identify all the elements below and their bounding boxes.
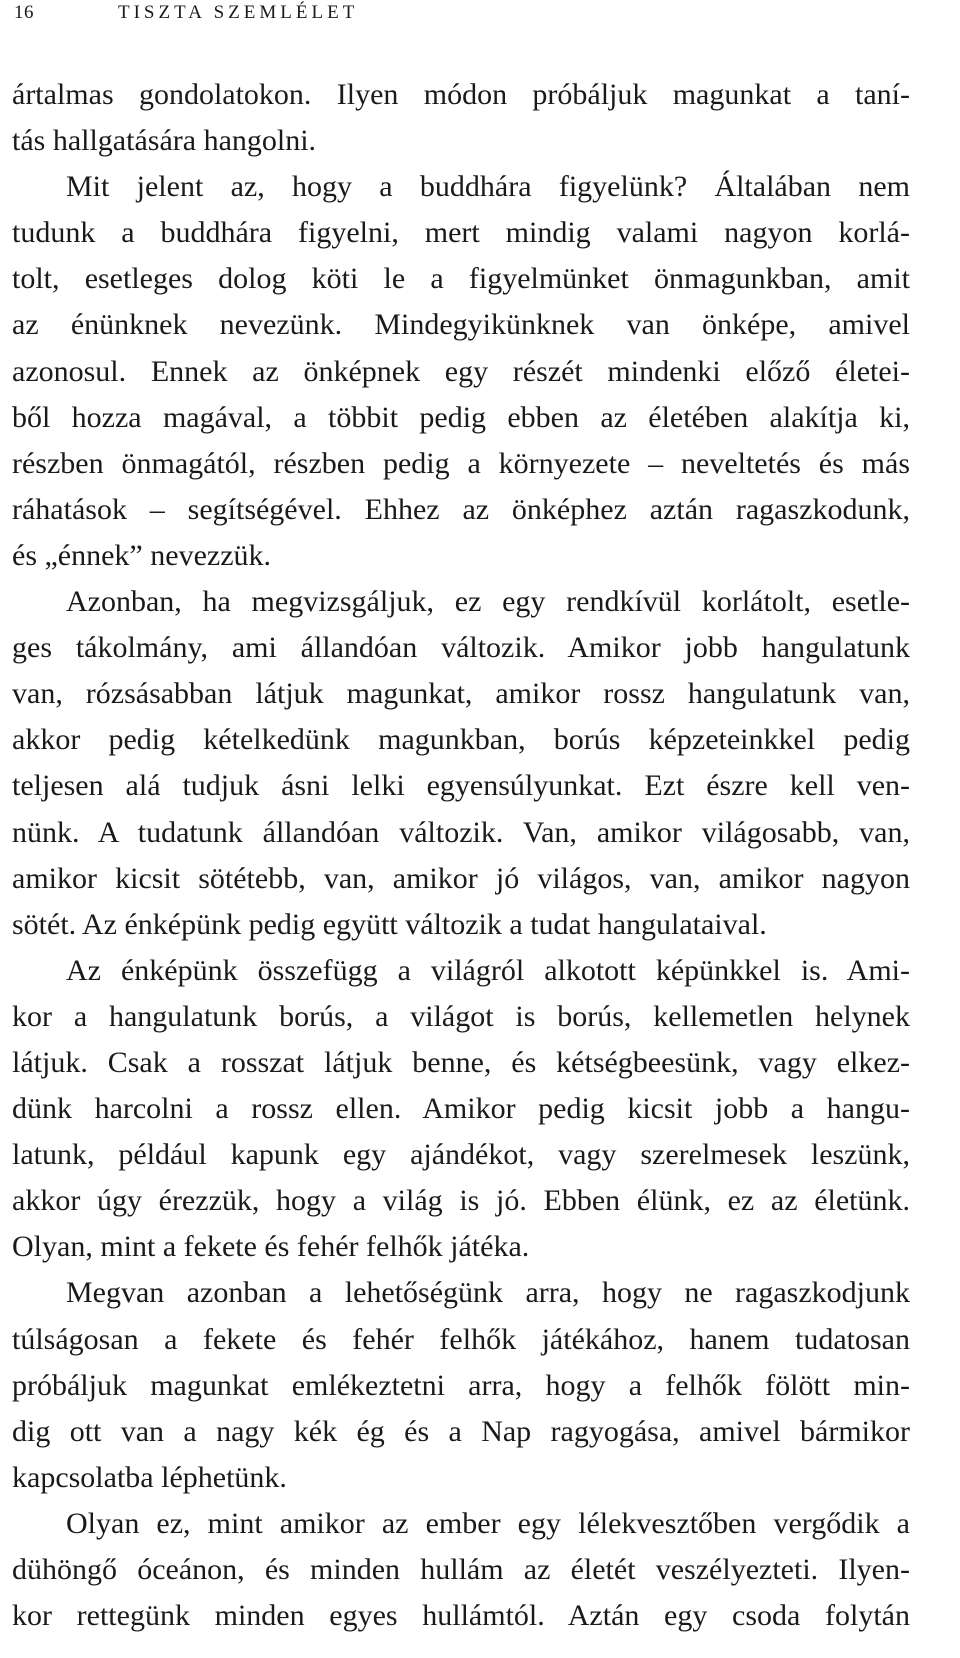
text-line: és „énnek” nevezzük.	[12, 538, 272, 572]
text-line: tás hallgatására hangolni.	[12, 124, 317, 158]
text-line: ges tákolmány, ami állandóan változik. Amikor jobb hangulatunk	[12, 631, 910, 665]
text-line: Az énképünk összefügg a világról alkotott képünkkel is. Ami-	[66, 953, 910, 987]
text-line: dig ott van a nagy kék ég és a Nap ragyogása, amivel bármikor	[12, 1414, 910, 1448]
text-line: dühöngő óceánon, és minden hullám az életét veszélyezteti. Ilyen-	[12, 1553, 910, 1586]
text-line: kor rettegünk minden egyes hullámtól. Aztán egy csoda folytán	[12, 1599, 910, 1633]
text-line: akkor pedig kételkedünk magunkban, borús képzeteinkkel pedig	[12, 723, 910, 757]
text-line: Azonban, ha megvizsgáljuk, ez egy rendkívül korlátolt, esetle-	[66, 585, 910, 619]
text-line: próbáljuk magunkat emlékeztetni arra, hogy a felhők fölött min-	[12, 1368, 910, 1402]
running-title: TISZTA SZEMLÉLET	[118, 2, 359, 23]
text-line: kor a hangulatunk borús, a világot is borús, kellemetlen helynek	[12, 999, 910, 1033]
running-head	[14, 2, 358, 30]
text-line: ártalmas gondolatokon. Ilyen módon próbáljuk magunkat a taní-	[12, 78, 910, 111]
text-line: az énünknek nevezünk. Mindegyikünknek van önképe, amivel	[12, 308, 910, 342]
text-line: dünk harcolni a rossz ellen. Amikor pedig kicsit jobb a hangu-	[12, 1092, 910, 1126]
text-line: túlságosan a fekete és fehér felhők játékához, hanem tudatosan	[12, 1322, 910, 1356]
text-line: van, rózsásabban látjuk magunkat, amikor rossz hangulatunk van,	[12, 677, 910, 711]
text-line: teljesen alá tudjuk ásni lelki egyensúlyunkat. Ezt észre kell ven-	[12, 769, 910, 803]
text-line: Olyan ez, mint amikor az ember egy lélekvesztőben vergődik a	[66, 1506, 910, 1540]
text-line: Mit jelent az, hogy a buddhára figyelünk? Általában nem	[66, 170, 910, 204]
text-line: látjuk. Csak a rosszat látjuk benne, és kétségbeesünk, vagy elkez-	[12, 1045, 910, 1079]
text-line: ből hozza magával, a többit pedig ebben az életében alakítja ki,	[12, 400, 910, 434]
text-line: sötét. Az énképünk pedig együtt változik a tudat hangulataival.	[12, 907, 767, 941]
text-line: azonosul. Ennek az önképnek egy részét mindenki előző életei-	[12, 354, 910, 388]
text-line: részben önmagától, részben pedig a környezete – neveltetés és más	[12, 446, 910, 480]
text-line: tolt, esetleges dolog köti le a figyelmünket önmagunkban, amit	[12, 262, 910, 296]
text-line: akkor úgy érezzük, hogy a világ is jó. Ebben élünk, ez az életünk.	[12, 1184, 910, 1218]
text-line: latunk, például kapunk egy ajándékot, vagy szerelmesek leszünk,	[12, 1138, 910, 1172]
text-line: ráhatások – segítségével. Ehhez az önképhez aztán ragaszkodunk,	[12, 492, 910, 526]
text-line: nünk. A tudatunk állandóan változik. Van, amikor világosabb, van,	[12, 815, 910, 849]
text-line: kapcsolatba léphetünk.	[12, 1460, 287, 1494]
text-line: tudunk a buddhára figyelni, mert mindig valami nagyon korlá-	[12, 216, 910, 250]
text-line: Megvan azonban a lehetőségünk arra, hogy ne ragaszkodjunk	[66, 1276, 910, 1310]
body-text	[12, 72, 910, 1639]
text-line: amikor kicsit sötétebb, van, amikor jó világos, van, amikor nagyon	[12, 861, 910, 895]
page-number: 16	[14, 2, 34, 23]
text-line: Olyan, mint a fekete és fehér felhők játéka.	[12, 1230, 530, 1264]
